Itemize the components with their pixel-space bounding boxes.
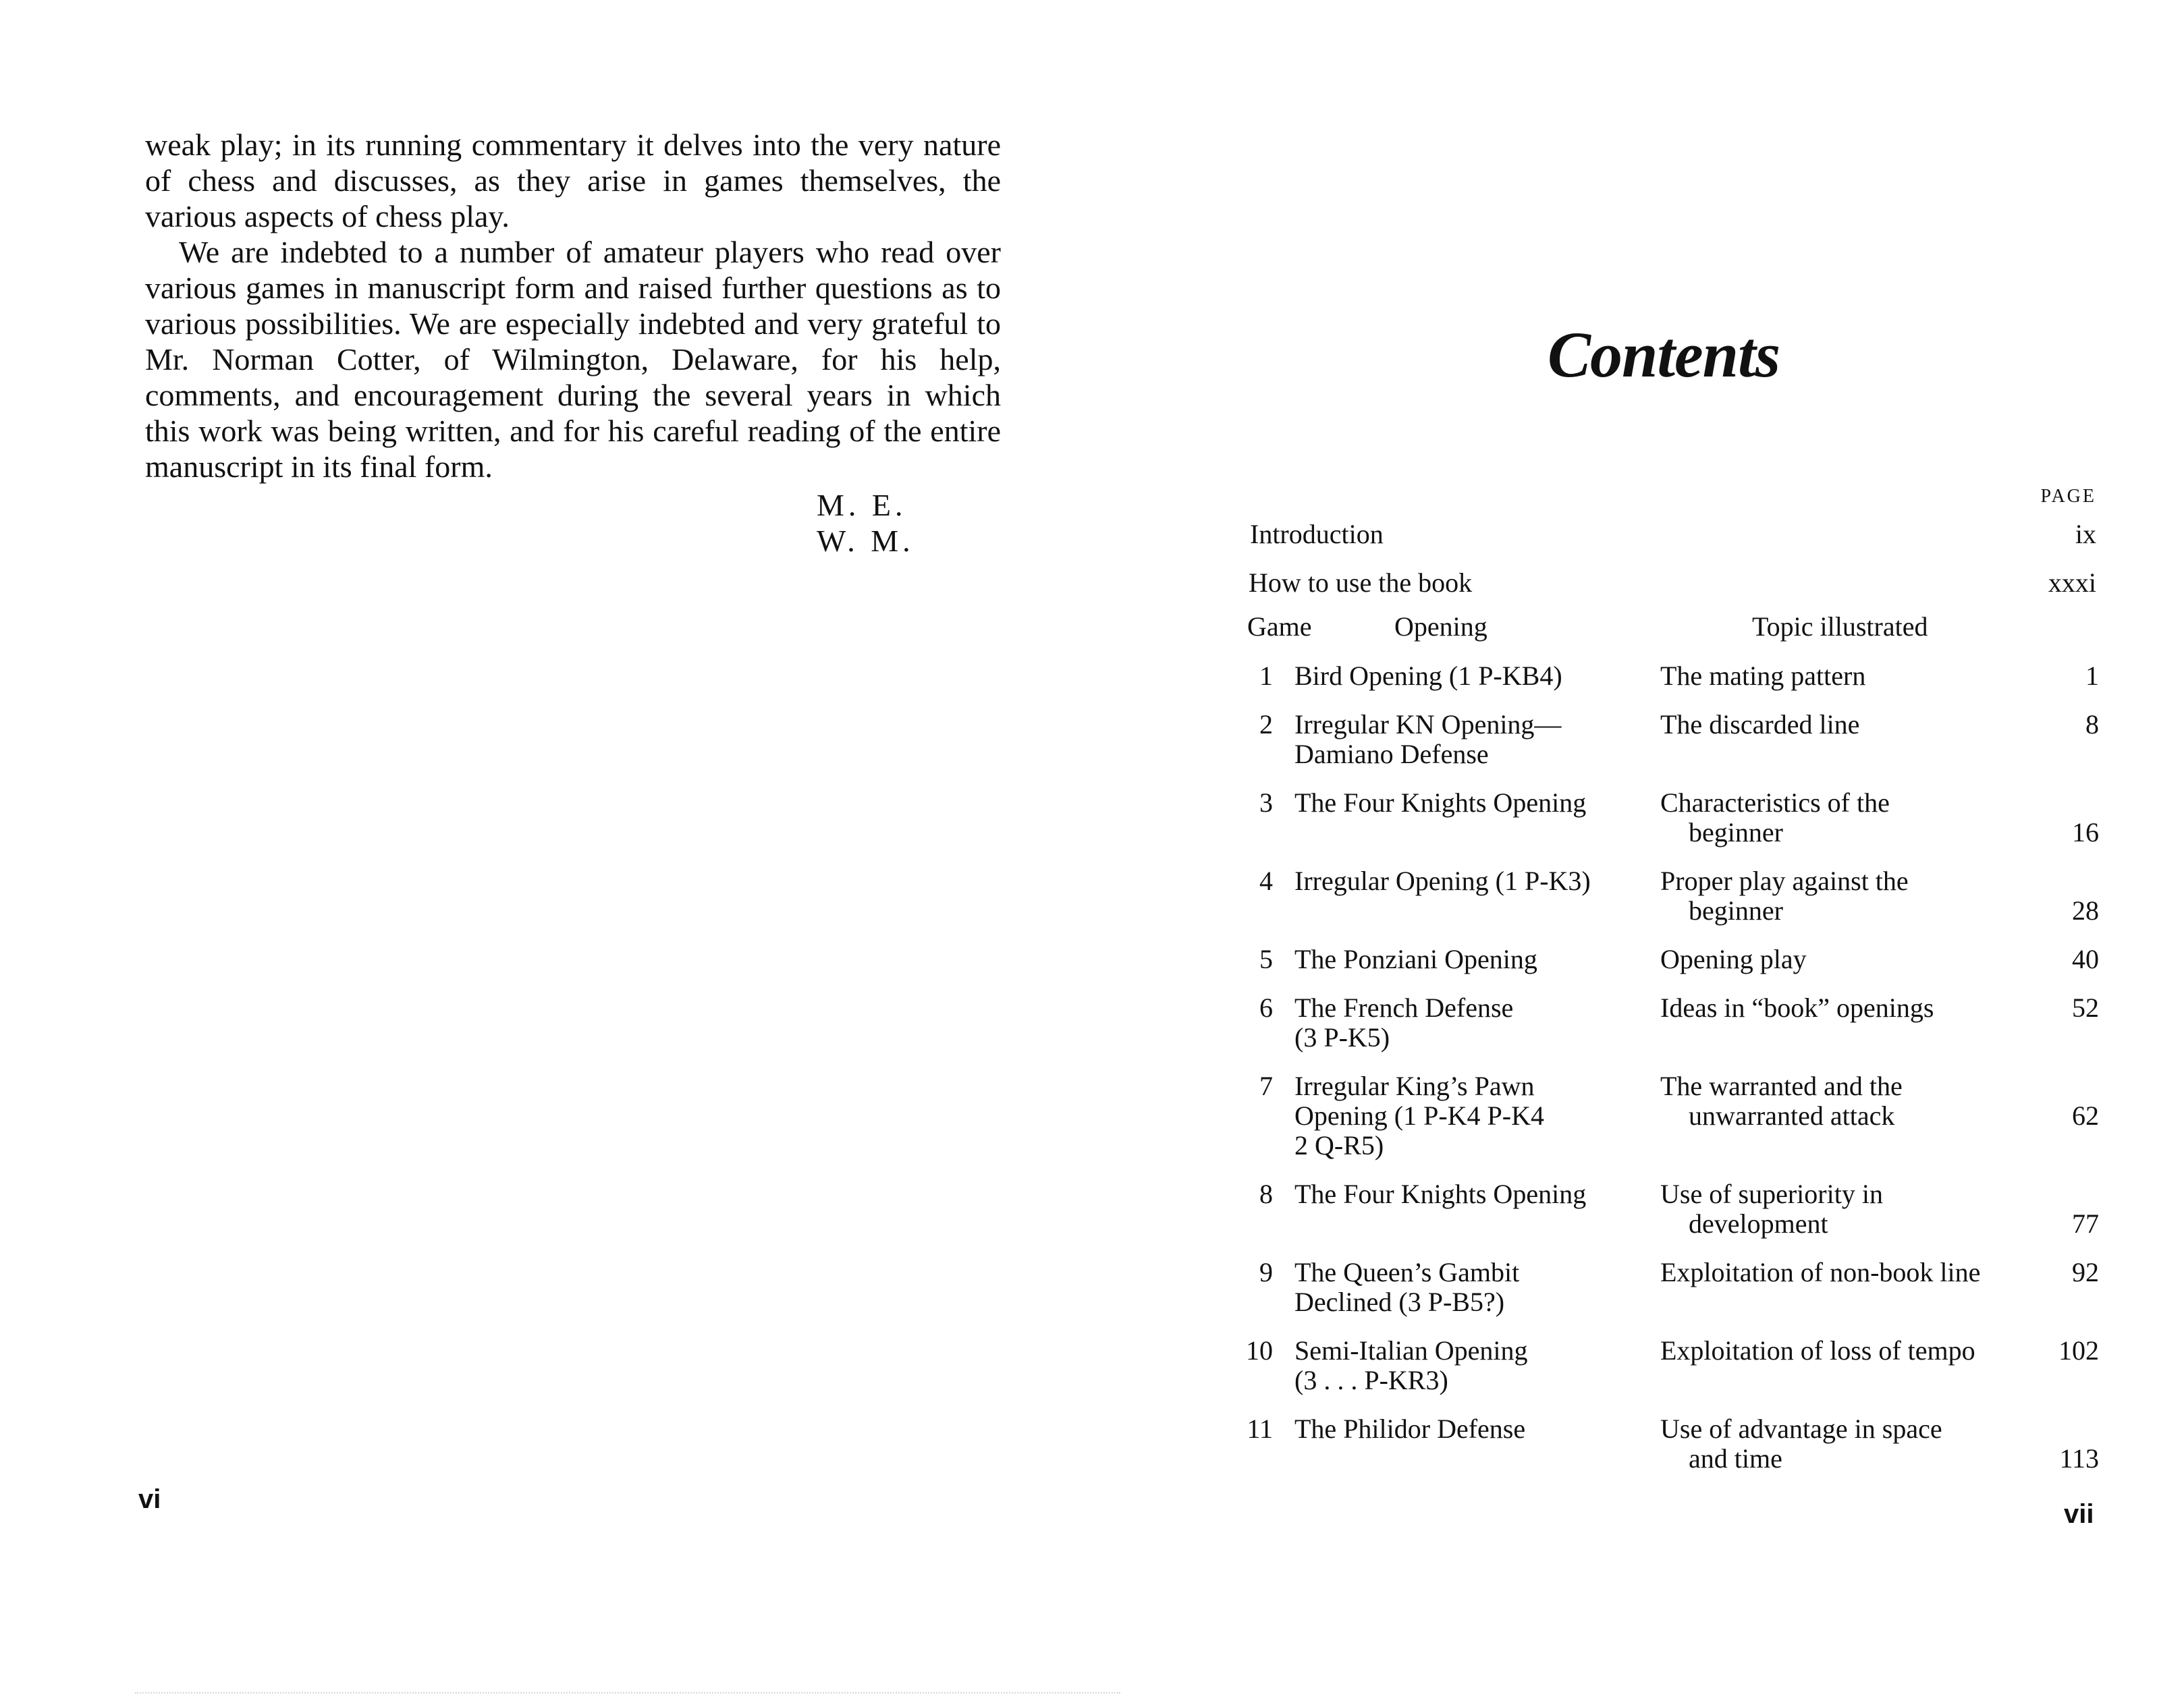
topic-illustrated [1660,1258,2038,1287]
topic-line: Use of advantage in space [1660,1414,1942,1444]
page-number: 102 [2058,1335,2099,1366]
page-number: 1 [2085,661,2099,691]
topic-line: Opening play [1660,944,1807,974]
opening-name [1294,945,1645,974]
paragraph-2: We are indebted to a number of amateur players who read over various games in manuscript form and raised further questions as to various possibilities. We are especially indebted and very grateful to Mr. Norman Cotter, of Wilmington, Delaware, for his help, comments, and encouragement during the several years in which this work was being written, and for his careful reading of the entire manuscript in its final form. [145,235,1001,484]
game-number: 6 [1259,993,1273,1023]
page-number: 8 [2085,709,2099,740]
topic-line: The discarded line [1660,709,1860,740]
page-number: 28 [2072,895,2099,926]
opening-line: The Four Knights Opening [1294,1179,1587,1209]
opening-line: (3 . . . P-KR3) [1294,1365,1448,1395]
topic-line: The mating pattern [1660,661,1866,691]
column-header-game: Game [1247,611,1312,642]
topic-illustrated [1660,945,2038,974]
opening-line: The Four Knights Opening [1294,787,1587,818]
topic-line: development [1689,1208,1828,1239]
contents-title: Contents [1547,318,1780,391]
topic-illustrated [1660,866,2038,926]
column-header-topic: Topic illustrated [1752,611,1928,642]
page-number: 77 [2072,1208,2099,1239]
page-number: 52 [2072,993,2099,1023]
game-number: 1 [1259,661,1273,691]
opening-line: Irregular KN Opening— [1294,709,1562,740]
page-number: 40 [2072,944,2099,974]
page-number: 62 [2072,1100,2099,1131]
game-number: 4 [1259,866,1273,896]
opening-line: The Philidor Defense [1294,1414,1526,1444]
opening-line: Irregular Opening (1 P-K3) [1294,866,1591,896]
topic-line: and time [1689,1443,1782,1474]
opening-name [1294,1179,1645,1209]
game-number: 3 [1259,787,1273,818]
game-number: 10 [1246,1335,1273,1366]
topic-line: Exploitation of loss of tempo [1660,1335,1975,1366]
topic-illustrated [1660,710,2038,740]
topic-line: beginner [1689,895,1783,926]
opening-line: Irregular King’s Pawn [1294,1071,1535,1101]
opening-name [1294,866,1645,896]
toc-introduction-page: ix [2075,519,2096,549]
opening-line: Declined (3 P-B5?) [1294,1287,1505,1317]
opening-name [1294,788,1645,818]
topic-line: Proper play against the [1660,866,1909,896]
opening-line: Opening (1 P-K4 P-K4 [1294,1100,1544,1131]
signature-initials-2: W. M. [817,524,914,558]
topic-illustrated [1660,1336,2038,1366]
scan-artifact-line [135,1692,1120,1696]
topic-illustrated [1660,1414,2038,1474]
toc-how-to-use-page: xxxi [2048,567,2096,598]
toc-introduction: Introduction [1250,519,1384,549]
topic-line: unwarranted attack [1689,1100,1895,1131]
column-header-opening: Opening [1394,611,1487,642]
page-number: 92 [2072,1257,2099,1287]
opening-line: Bird Opening (1 P-KB4) [1294,661,1562,691]
opening-line: The Ponziani Opening [1294,944,1537,974]
opening-name [1294,1071,1645,1161]
topic-line: The warranted and the [1660,1071,1903,1101]
opening-line: (3 P-K5) [1294,1022,1390,1053]
opening-name [1294,1258,1645,1317]
signature-initials-1: M. E. [817,488,907,522]
game-number: 11 [1247,1414,1273,1444]
paragraph-1: weak play; in its running commentary it delves into the very nature of chess and discusses, as they arise in games themselves, the various aspects of chess play. [145,128,1001,233]
opening-name [1294,1336,1645,1395]
left-page-body [145,127,1001,484]
toc-how-to-use: How to use the book [1249,567,1473,598]
topic-line: Ideas in “book” openings [1660,993,1934,1023]
page-number: 113 [2059,1443,2099,1474]
topic-line: Exploitation of non-book line [1660,1257,1981,1287]
game-number: 5 [1259,944,1273,974]
opening-line: The Queen’s Gambit [1294,1257,1520,1287]
page-number: 16 [2072,817,2099,847]
topic-line: Use of superiority in [1660,1179,1883,1209]
game-number: 9 [1259,1257,1273,1287]
game-number: 8 [1259,1179,1273,1209]
opening-line: Semi-Italian Opening [1294,1335,1528,1366]
game-number: 7 [1259,1071,1273,1101]
left-page-number: vi [138,1484,161,1514]
topic-line: beginner [1689,817,1783,847]
opening-name [1294,993,1645,1053]
topic-illustrated [1660,1071,2038,1131]
opening-name [1294,1414,1645,1444]
opening-line: 2 Q-R5) [1294,1130,1384,1161]
opening-line: The French Defense [1294,993,1514,1023]
game-number: 2 [1259,709,1273,740]
opening-name [1294,710,1645,769]
right-page-number: vii [2064,1499,2094,1529]
topic-illustrated [1660,1179,2038,1239]
topic-illustrated [1660,788,2038,847]
opening-line: Damiano Defense [1294,739,1489,769]
topic-illustrated [1660,993,2038,1023]
topic-illustrated [1660,661,2038,691]
topic-line: Characteristics of the [1660,787,1890,818]
page-column-header: PAGE [2040,486,2096,507]
opening-name [1294,661,1645,691]
